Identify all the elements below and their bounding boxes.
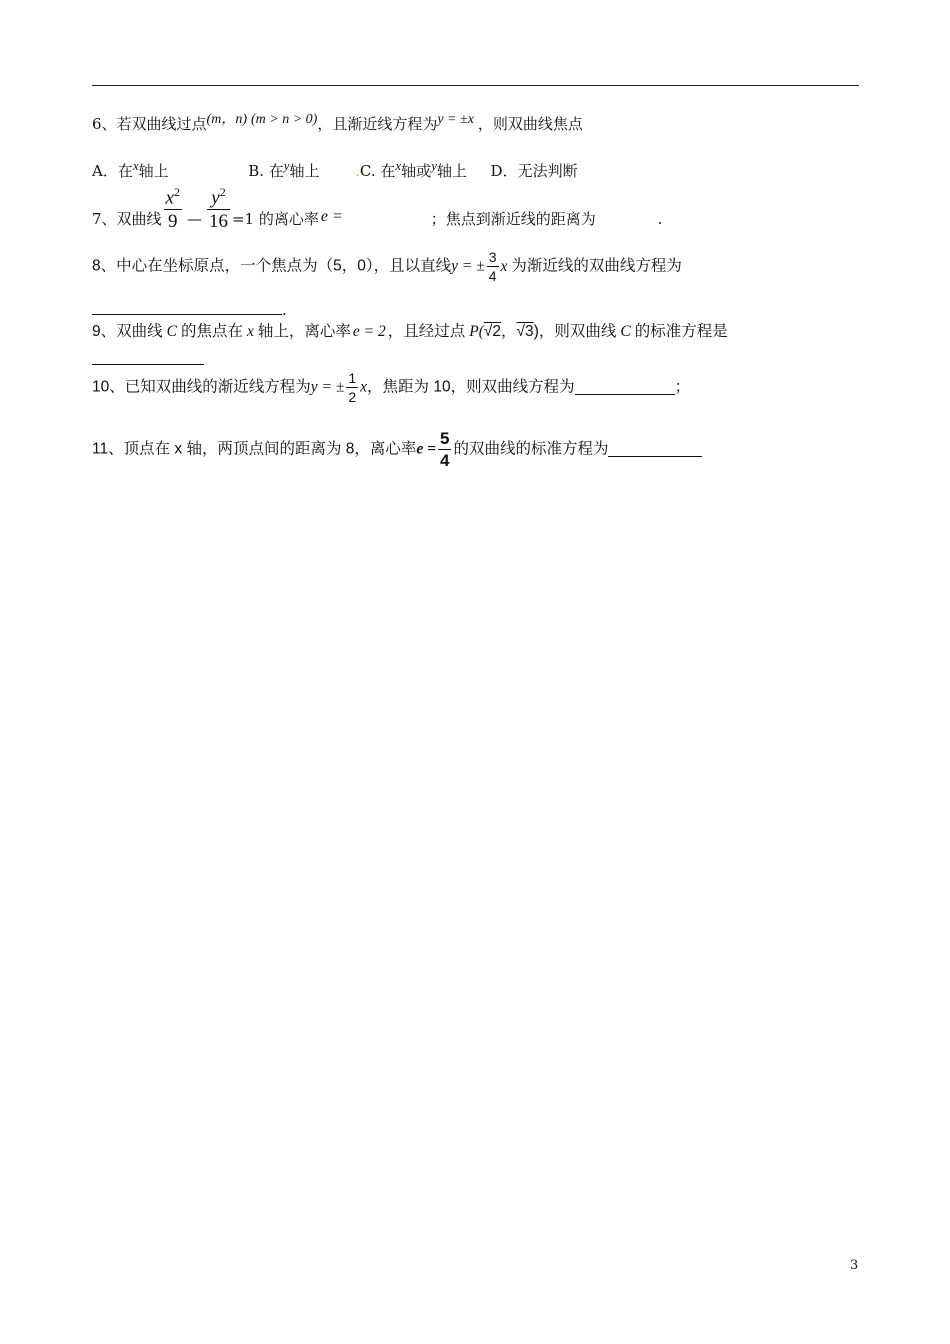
- q6-asymptote: y = ±x: [437, 112, 474, 127]
- question-9: 9、双曲线 C 的焦点在 x 轴上，离心率 e = 2 ，且经过点 P(√2，√3)，则双曲线 C 的标准方程是: [92, 323, 728, 340]
- question-11: 11、顶点在 x 轴，两顶点间的距离为 8，离心率e = $\frac{5}{4}$ 的双曲线的标准方程为: [92, 430, 702, 478]
- q7-period: .: [657, 209, 663, 228]
- q7-eccentricity: e =: [320, 207, 343, 225]
- q8-blank: [92, 300, 282, 315]
- q6-stem-b: ，且渐近线方程为: [317, 115, 438, 133]
- q8-stem-b: 为渐近线的双曲线方程为: [511, 257, 682, 275]
- q9-answer-line: [92, 350, 204, 370]
- q6-condition: (m > n > 0): [250, 112, 318, 127]
- header-rule: [92, 85, 859, 86]
- q6-option-c: .C. 在x轴或y轴上: [355, 158, 467, 180]
- q8-asymptote-var: x: [500, 257, 508, 275]
- q6-option-d: D．无法判断: [490, 162, 578, 180]
- q9-blank: [92, 350, 204, 365]
- page-number: 3: [850, 1258, 859, 1273]
- q11-blank: [608, 442, 702, 457]
- q8-answer-line: [92, 300, 287, 320]
- q11-fraction: $\frac{5}{4}$: [439, 429, 450, 470]
- q7-stem: 7、双曲线: [92, 209, 162, 228]
- q8-fraction: $\frac{3}{4}$: [488, 249, 497, 284]
- q6-point: (m，n): [206, 112, 247, 127]
- q6-option-a: A．在x轴上: [92, 158, 169, 180]
- q10-fraction: $\frac{1}{2}$: [348, 370, 357, 405]
- question-10: 10、已知双曲线的渐近线方程为y = ± $\frac{1}{2}$ x，焦距为 10，则双曲线方程为 ；: [92, 370, 691, 405]
- q7-minus: —: [186, 209, 202, 228]
- q7-fraction-y: $\frac{y^2}{16}$: [208, 185, 228, 233]
- q8-stem: 8、中心在坐标原点，一个焦点为（5，0），且以直线: [92, 257, 452, 275]
- question-6: [92, 110, 583, 134]
- q7-stem-b: =1 的离心率: [231, 209, 319, 228]
- q6-stem-c: ，则双曲线焦点: [477, 115, 583, 133]
- q6-option-b: B. 在y轴上: [248, 158, 320, 180]
- q10-blank: [575, 380, 675, 395]
- question-7: [92, 186, 663, 236]
- q8-period: .: [282, 301, 287, 319]
- q7-stem-c: ；焦点到渐近线的距离为: [430, 209, 596, 228]
- q7-fraction-x: $\frac{x^2}{9}$: [165, 185, 180, 233]
- question-8: [92, 250, 682, 300]
- q8-asymptote-lhs: y = ±: [451, 257, 485, 275]
- question-6-options: [92, 156, 578, 181]
- q6-stem: 6、若双曲线过点: [92, 115, 207, 133]
